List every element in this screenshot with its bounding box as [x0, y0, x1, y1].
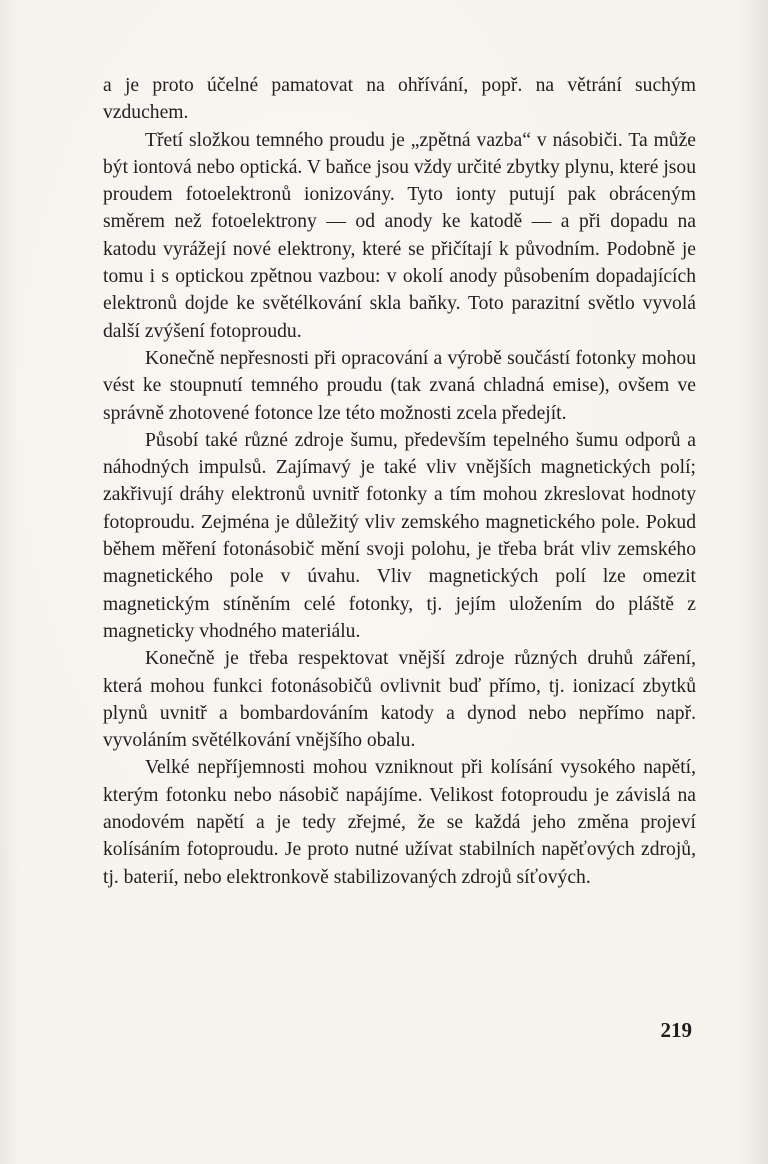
paragraph-cold-emission: Konečně nepřesnosti při opracování a výrobě součástí fotonky mohou vést ke stoupnutí temného proudu (tak zvaná chladná emise), ovšem ve správně zhotovené fotonce lze této možnosti zcela předejít.	[103, 347, 696, 424]
paragraph-voltage: Velké nepříjemnosti mohou vzniknout při kolísání vysokého napětí, kterým fotonku nebo násobič napájíme. Velikost fotoproudu je závislá na anodovém napětí a je tedy zřejmé, že se každá jeho změna projeví kolísáním fotoproudu. Je proto nutné užívat stabilních napěťových zdrojů, tj. baterií, nebo elektronkově stabilizovaných zdrojů síťových.	[103, 757, 696, 888]
paragraph-radiation: Konečně je třeba respektovat vnější zdroje různých druhů záření, která mohou funkci fotonásobičů ovlivnit buď přímo, tj. ionizací zbytků plynů uvnitř a bombardováním katody a dynod nebo nepřímo např. vyvoláním světélkování vnějšího obalu.	[103, 648, 696, 752]
body-text	[103, 72, 696, 891]
paragraph-noise-magnetic: Působí také různé zdroje šumu, především tepelného šumu odporů a náhodných impulsů. Zajímavý je také vliv vnějších magnetických polí; zakřivují dráhy elektronů uvnitř fotonky a tím mohou zkreslovat hodnoty fotoproudu. Zejména je důležitý vliv zemského magnetického pole. Pokud během měření fotonásobič mění svoji polohu, je třeba brát vliv zemského magnetického pole v úvahu. Vliv magnetických polí lze omezit magnetickým stíněním celé fotonky, tj. jejím uložením do pláště z magneticky vhodného materiálu.	[103, 429, 696, 642]
page-number: 219	[660, 1018, 692, 1042]
paragraph-continuation: a je proto účelné pamatovat na ohřívání, popř. na větrání suchým vzduchem.	[103, 75, 696, 124]
paragraph-feedback: Třetí složkou temného proudu je „zpětná vazba“ v násobiči. Ta může být iontová nebo optická. V baňce jsou vždy určité zbytky plynu, které jsou proudem fotoelektronů ionizovány. Tyto ionty putují pak obráceným směrem než fotoelektrony — od anody ke katodě — a při dopadu na katodu vyrážejí nové elektrony, které se přičítají k původním. Podobně je tomu i s optickou zpětnou vazbou: v okolí anody působením dopadajících elektronů dojde ke světélkování skla baňky. Toto parazitní světlo vyvolá další zvýšení fotoproudu.	[103, 129, 696, 342]
